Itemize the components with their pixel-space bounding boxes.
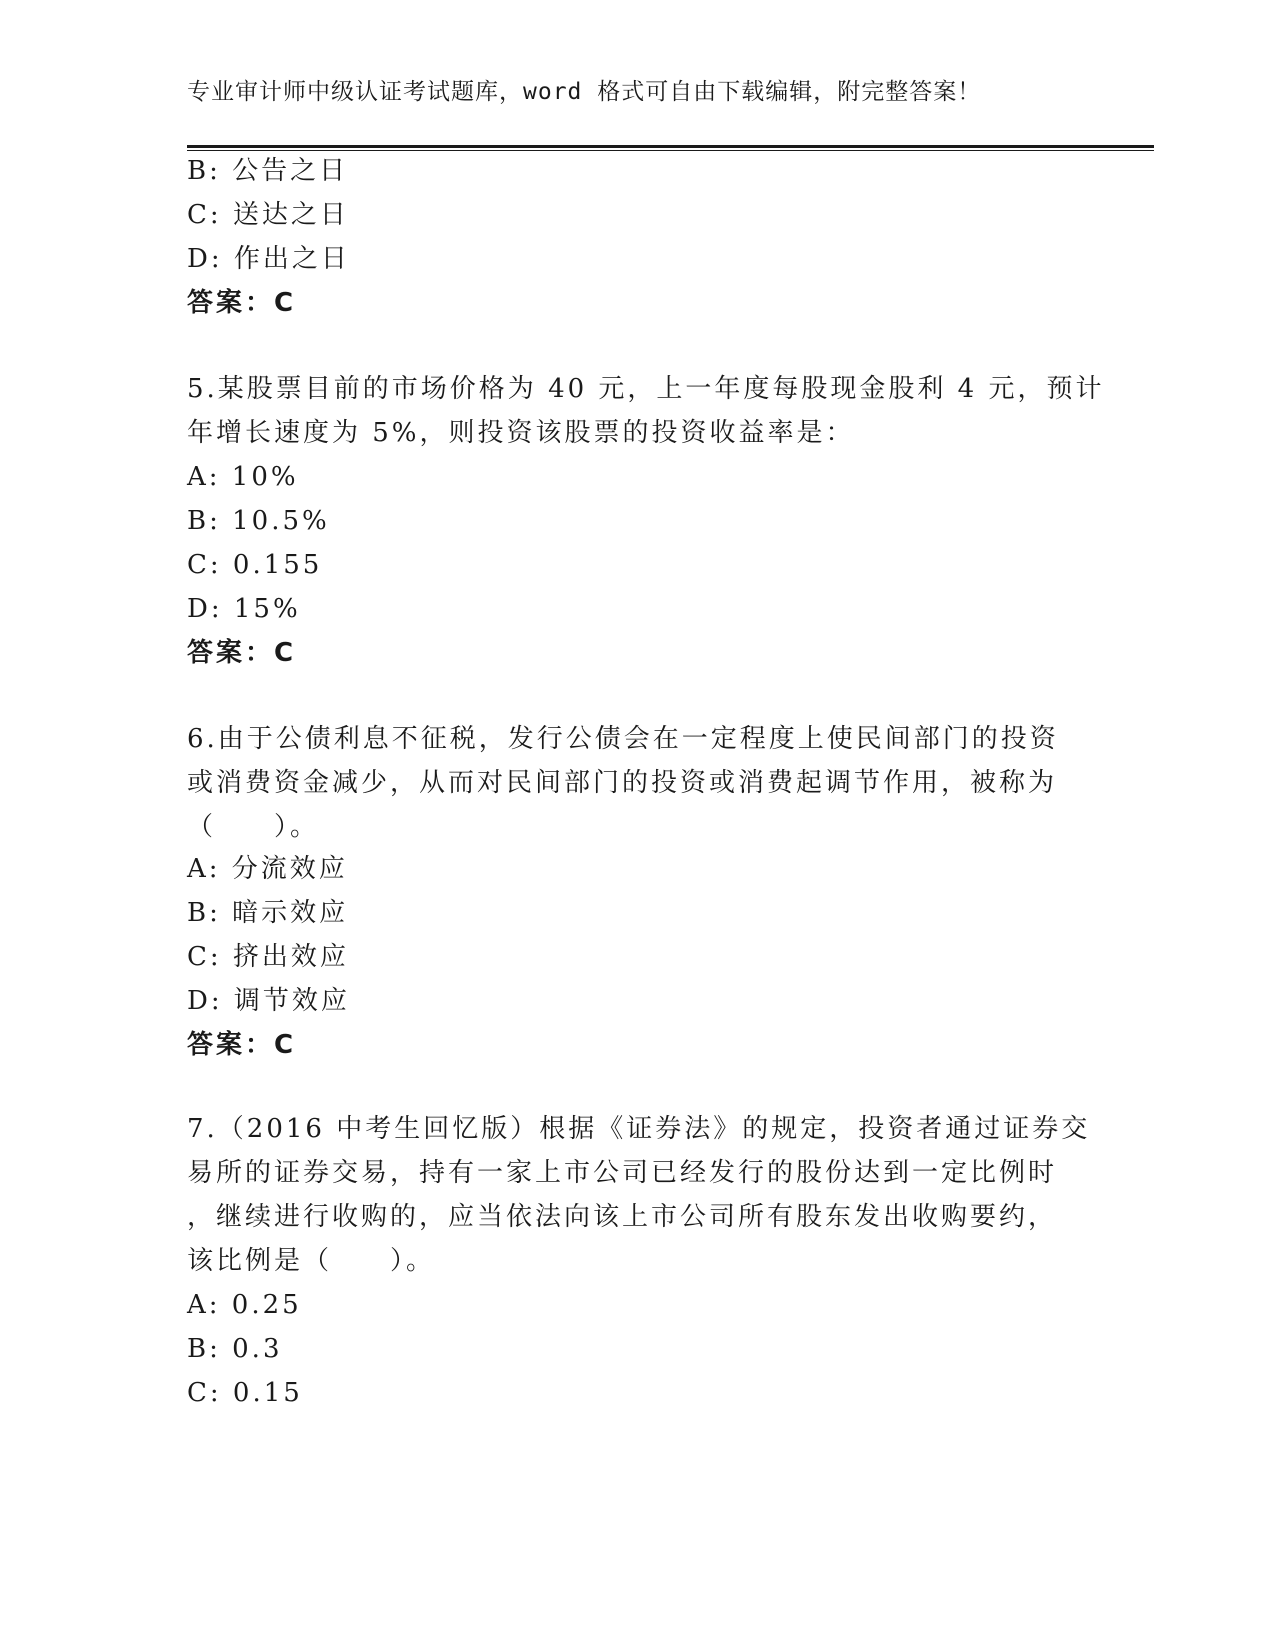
q7-option-b: B: 0.3: [187, 1334, 283, 1364]
q6-stem-line-1: 6.由于公债利息不征税，发行公债会在一定程度上使民间部门的投资: [187, 724, 1059, 754]
q4-option-c: C: 送达之日: [187, 200, 349, 230]
header-divider: [187, 145, 1154, 148]
q6-stem-line-3: （ ）。: [187, 812, 320, 842]
page-header: 专业审计师中级认证考试题库，word 格式可自由下载编辑，附完整答案！: [187, 79, 982, 105]
q5-stem-line-1: 5.某股票目前的市场价格为 40 元，上一年度每股现金股利 4 元，预计: [187, 374, 1105, 404]
q7-stem-line-4: 该比例是（ ）。: [187, 1246, 436, 1276]
q5-answer: 答案：C: [187, 638, 297, 668]
header-divider-thin: [187, 150, 1154, 151]
q5-option-a: A: 10%: [187, 462, 299, 492]
q7-stem-line-2: 易所的证券交易，持有一家上市公司已经发行的股份达到一定比例时: [187, 1158, 1058, 1188]
q4-answer: 答案：C: [187, 288, 297, 318]
q7-option-a: A: 0.25: [187, 1290, 302, 1320]
q4-option-b: B: 公告之日: [187, 156, 349, 186]
q6-option-d: D: 调节效应: [187, 986, 350, 1016]
q5-option-b: B: 10.5%: [187, 506, 330, 536]
q6-answer: 答案：C: [187, 1030, 297, 1060]
q5-option-d: D: 15%: [187, 594, 301, 624]
q7-option-c: C: 0.15: [187, 1378, 303, 1408]
q7-stem-line-3: ，继续进行收购的，应当依法向该上市公司所有股东发出收购要约，: [187, 1202, 1058, 1232]
q7-stem-line-1: 7.（2016 中考生回忆版）根据《证券法》的规定，投资者通过证券交: [187, 1114, 1091, 1144]
q6-option-b: B: 暗示效应: [187, 898, 349, 928]
q5-stem-line-2: 年增长速度为 5%，则投资该股票的投资收益率是：: [187, 418, 855, 448]
q6-stem-line-2: 或消费资金减少，从而对民间部门的投资或消费起调节作用，被称为: [187, 768, 1058, 798]
q5-option-c: C: 0.155: [187, 550, 323, 580]
q4-option-d: D: 作出之日: [187, 244, 350, 274]
q6-option-a: A: 分流效应: [187, 854, 348, 884]
q6-option-c: C: 挤出效应: [187, 942, 349, 972]
